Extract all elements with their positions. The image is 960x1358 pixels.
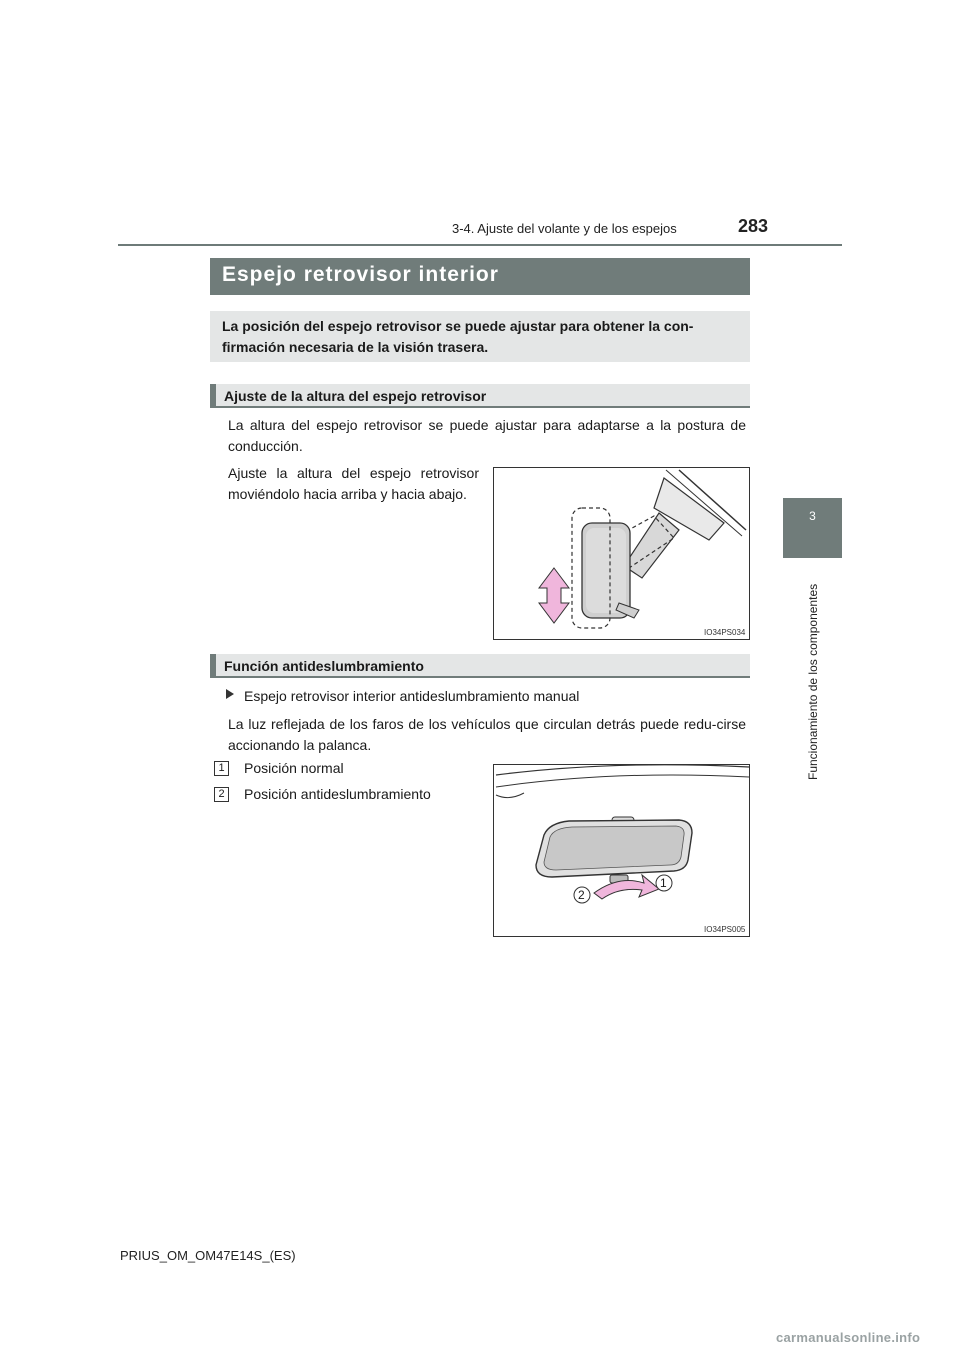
page-number: 283 bbox=[738, 216, 769, 236]
watermark: carmanualsonline.info bbox=[776, 1330, 921, 1345]
bullet-triangle-icon bbox=[226, 689, 234, 699]
section-heading-underline bbox=[216, 406, 750, 408]
item-number-badge: 1 bbox=[214, 761, 229, 776]
figure-mirror-height bbox=[493, 467, 750, 640]
mirror-height-illustration bbox=[494, 468, 749, 639]
section-heading-underline-2 bbox=[216, 676, 750, 678]
item-number-badge: 2 bbox=[214, 787, 229, 802]
chapter-title-vertical: Funcionamiento de los componentes bbox=[806, 583, 820, 780]
item-label-antiglare: Posición antideslumbramiento bbox=[244, 786, 431, 802]
figure-mirror-lever bbox=[493, 764, 750, 937]
section-heading-accent bbox=[210, 384, 216, 408]
intro-text: La posición del espejo retrovisor se puede ajustar para obtener la con-firmación necesaria de la visión trasera. bbox=[222, 318, 694, 355]
paragraph-height-instructions: Ajuste la altura del espejo retrovisor moviéndolo hacia arriba y hacia abajo. bbox=[228, 465, 479, 502]
item-label-normal: Posición normal bbox=[244, 760, 344, 776]
callout-number: 2 bbox=[578, 888, 585, 902]
page-title: Espejo retrovisor interior bbox=[222, 263, 499, 286]
callout-number: 1 bbox=[660, 876, 667, 890]
section-heading-accent-2 bbox=[210, 654, 216, 678]
figure-code: IO34PS005 bbox=[704, 925, 746, 934]
header-section-title: 3-4. Ajuste del volante y de los espejos bbox=[452, 221, 677, 236]
chapter-number: 3 bbox=[809, 509, 816, 523]
mirror-lever-illustration bbox=[494, 765, 749, 936]
figure-code: IO34PS034 bbox=[704, 628, 746, 637]
paragraph-height-adjust: La altura del espejo retrovisor se puede ajustar para adaptarse a la postura de conducción. bbox=[228, 417, 746, 454]
paragraph-antiglare: La luz reflejada de los faros de los vehículos que circulan detrás puede redu-cirse accionando la palanca. bbox=[228, 716, 746, 753]
up-down-arrow-icon bbox=[539, 568, 569, 623]
bullet-manual-antiglare: Espejo retrovisor interior antideslumbramiento manual bbox=[244, 688, 580, 704]
section-heading-antiglare: Función antideslumbramiento bbox=[224, 658, 424, 674]
header-divider bbox=[118, 244, 842, 246]
footer-doc-code: PRIUS_OM_OM47E14S_(ES) bbox=[120, 1248, 296, 1263]
section-heading-height: Ajuste de la altura del espejo retrovisor bbox=[224, 388, 487, 404]
